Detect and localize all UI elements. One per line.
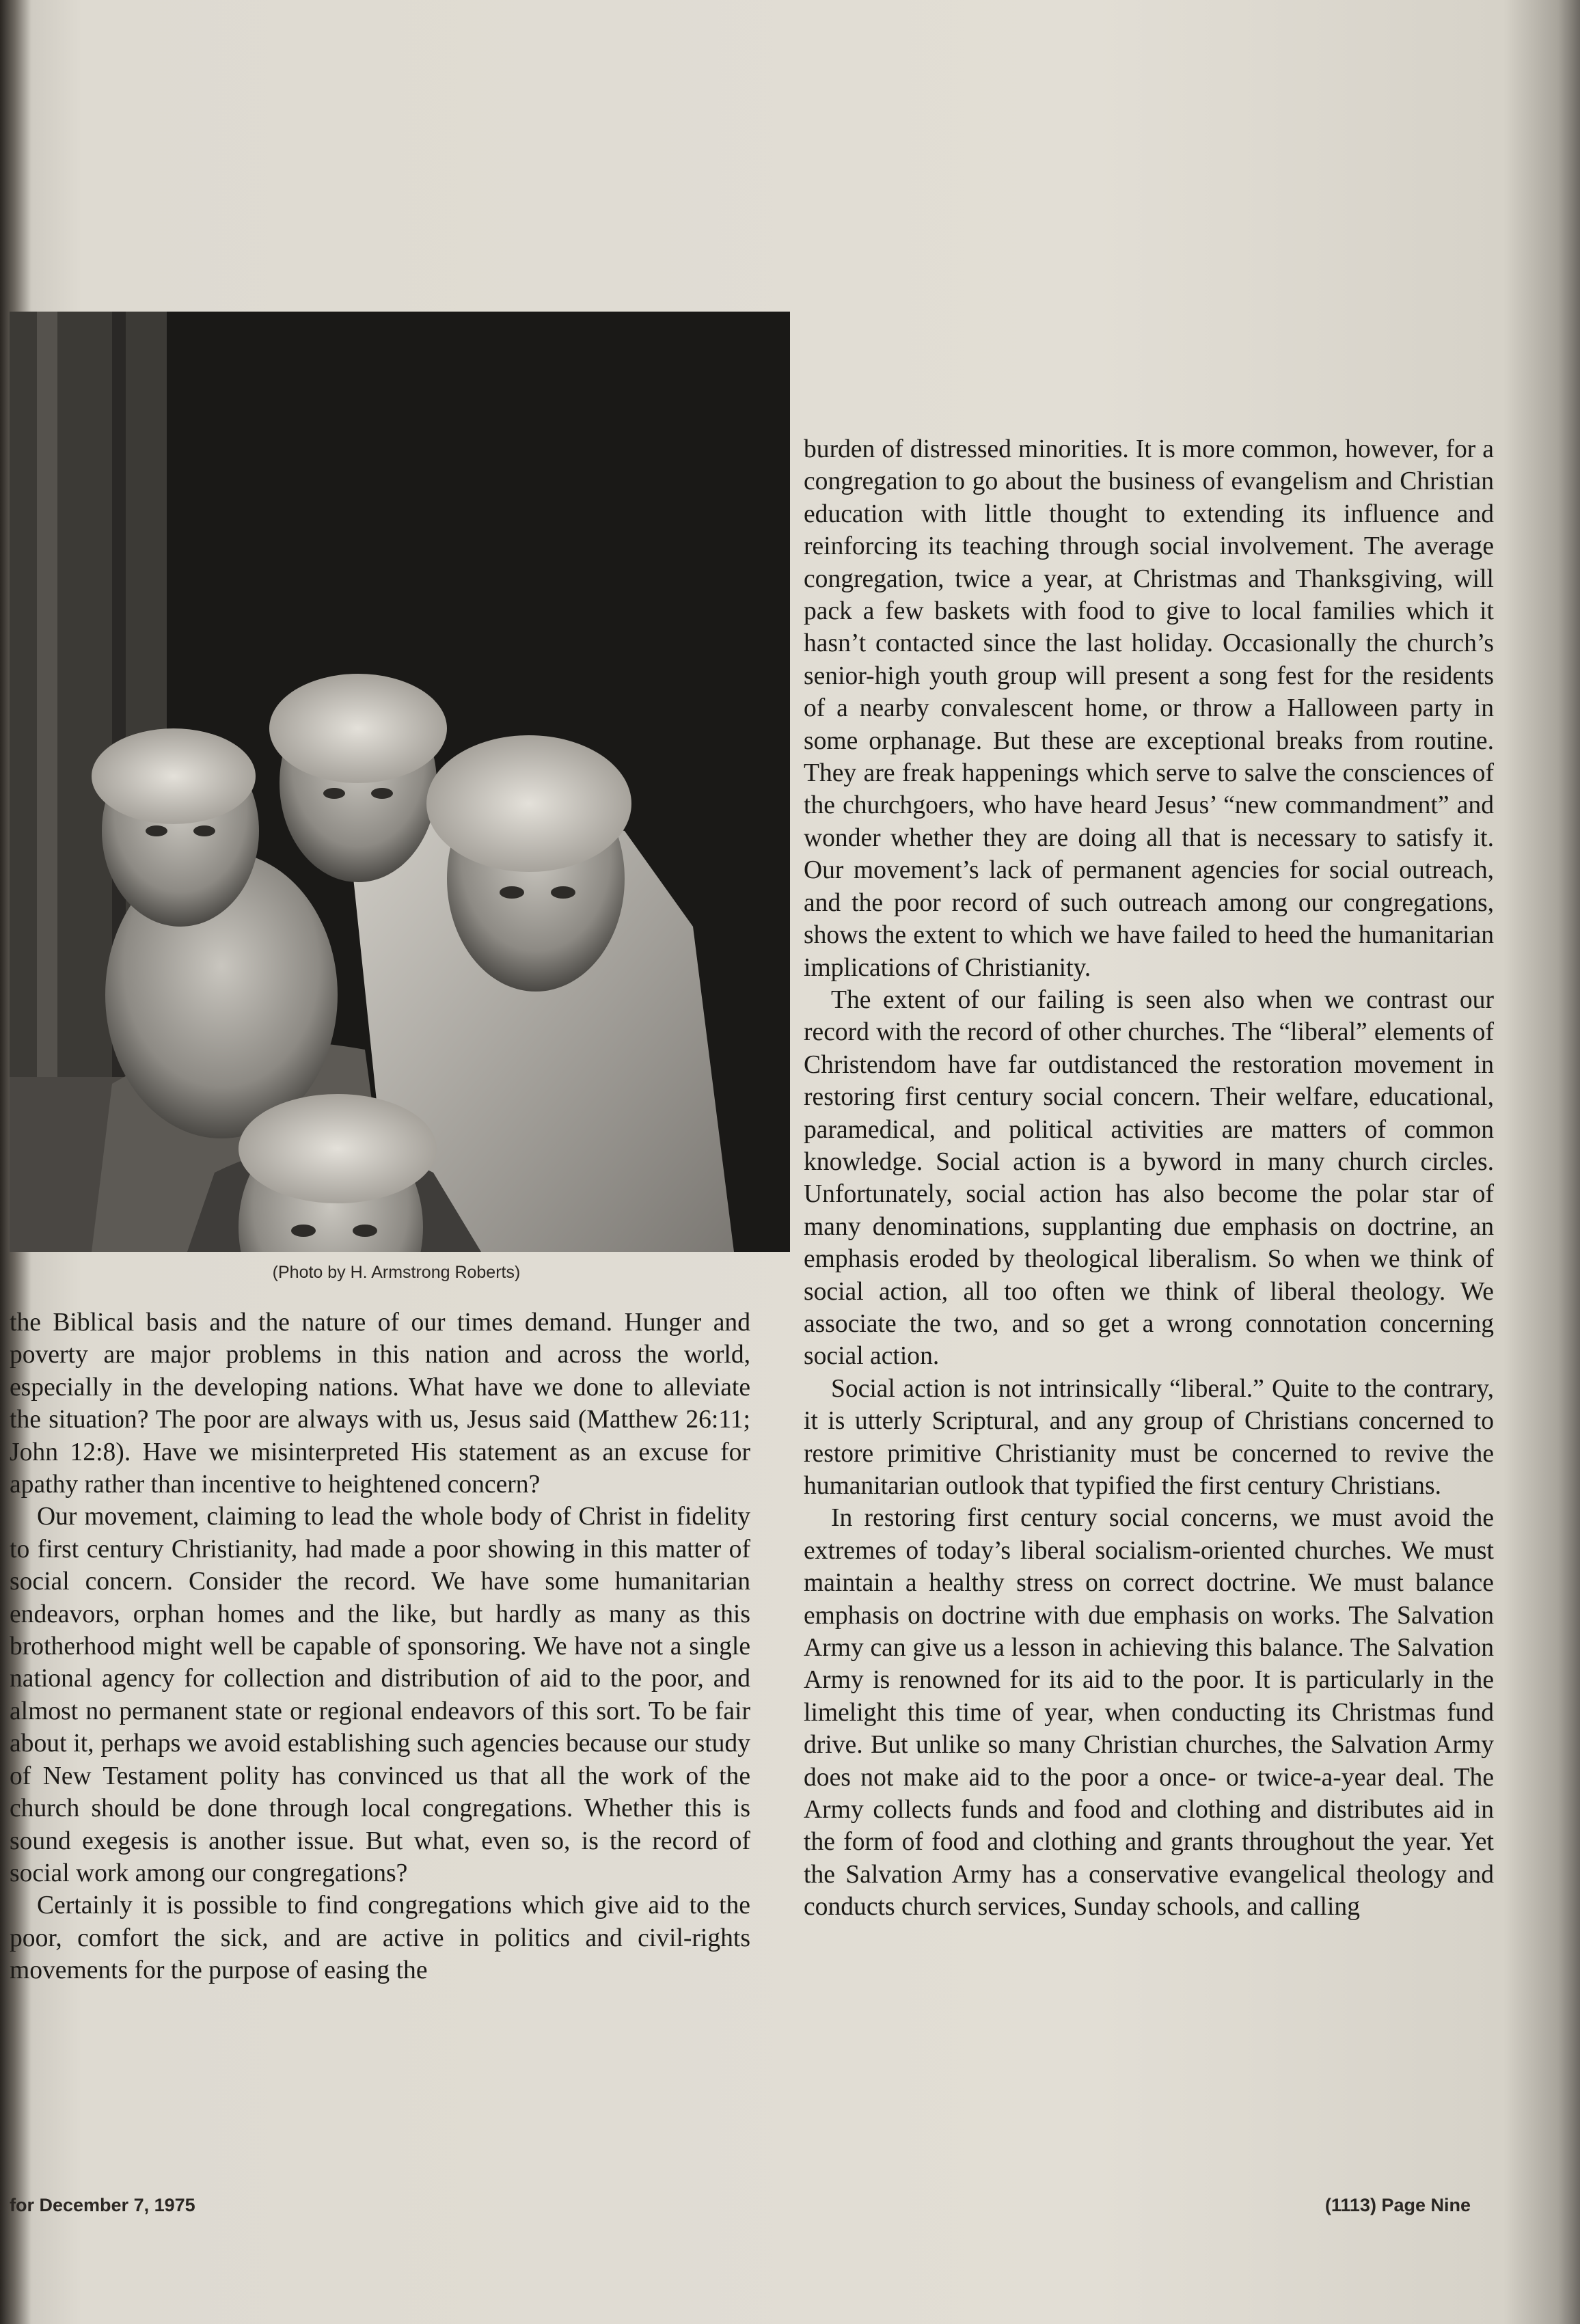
- paragraph: burden of distressed minorities. It is more common, however, for a congregation to go about the business of evangelism and Christian education with little thought to extending its influence and reinforcing its teaching through social involvement. The average congregation, twice a year, at Christmas and Thanksgiving, will pack a few baskets with food to give to local families which it hasn’t contacted since the last holiday. Occasionally the church’s senior-high youth group will present a song fest for the residents of a nearby convalescent home, or throw a Halloween party in some orphanage. But these are exceptional breaks from routine. They are freak happenings which serve to salve the consciences of the churchgoers, who have heard Jesus’ “new commandment” and wonder whether they are doing all that is necessary to satisfy it. Our movement’s lack of permanent agencies for social outreach, and the poor record of such outreach among our congregations, shows the extent to which we have failed to heed the humanitarian implications of Christianity.: [804, 435, 1494, 982]
- paragraph: Our movement, claiming to lead the whole body of Christ in fidelity to first century Christianity, had made a poor showing in this matter of social concern. Consider the record. We have some humanitarian endeavors, orphan homes and the like, but hardly as many as this brotherhood might well be capable of sponsoring. We have not a single national agency for collection and distribution of aid to the poor, and almost no permanent state or regional endeavors of this sort. To be fair about it, perhaps we avoid establishing such agencies because our study of New Testament polity has convinced us that all the work of the church should be done through local congregations. Whether this is sound exegesis is another issue. But what, even so, is the record of social work among our congregations?: [10, 1503, 750, 1887]
- right-text-column: [804, 433, 1494, 1924]
- footer-date: for December 7, 1975: [10, 2195, 195, 2215]
- paragraph: The extent of our failing is seen also when we contrast our record with the record of other churches. The “liberal” elements of Christendom have far outdistanced the restoration movement in restoring first century social concern. Their welfare, educational, paramedical, and political activities are matters of common knowledge. Social action is a byword in many church circles. Unfortunately, social action has also become the polar star of many denominations, supplanting due emphasis on doctrine, an emphasis eroded by theological liberalism. So when we think of social action, all too often we think of liberal theology. We associate the two, and so get a wrong connotation concerning social action.: [804, 985, 1494, 1371]
- photograph-children: [10, 312, 790, 1252]
- photo-illustration: [10, 312, 790, 1252]
- paragraph: the Biblical basis and the nature of our times demand. Hunger and poverty are major problems in this nation and across the world, especially in the developing nations. What have we done to alleviate the situation? The poor are always with us, Jesus said (Matthew 26:11; John 12:8). Have we misinterpreted His statement as an excuse for apathy rather than incentive to heightened concern?: [10, 1309, 750, 1499]
- photo-caption: (Photo by H. Armstrong Roberts): [272, 1263, 521, 1282]
- paragraph: Certainly it is possible to find congregations which give aid to the poor, comfort the sick, and are active in politics and civil-rights movements for the purpose of easing the: [10, 1891, 750, 1985]
- left-text-column: [10, 1307, 750, 1987]
- paragraph: Social action is not intrinsically “liberal.” Quite to the contrary, it is utterly Scriptural, and any group of Christians concerned to restore primitive Christianity must be concerned to revive the humanitarian outlook that typified the first century Christians.: [804, 1374, 1494, 1500]
- footer-page-number: (1113) Page Nine: [1324, 2195, 1471, 2215]
- paragraph: In restoring first century social concerns, we must avoid the extremes of today’s liberal socialism-oriented churches. We must maintain a healthy stress on correct doctrine. We must balance emphasis on doctrine with due emphasis on works. The Salvation Army can give us a lesson in achieving this balance. The Salvation Army is renowned for its aid to the poor. It is particularly in the limelight this time of year, when conducting its Christmas fund drive. But unlike so many Christian churches, the Salvation Army does not make aid to the poor a once- or twice-a-year deal. The Army collects funds and food and clothing and distributes aid in the form of food and clothing and grants throughout the year. Yet the Salvation Army has a conservative evangelical theology and conducts church services, Sunday schools, and calling: [804, 1504, 1494, 1922]
